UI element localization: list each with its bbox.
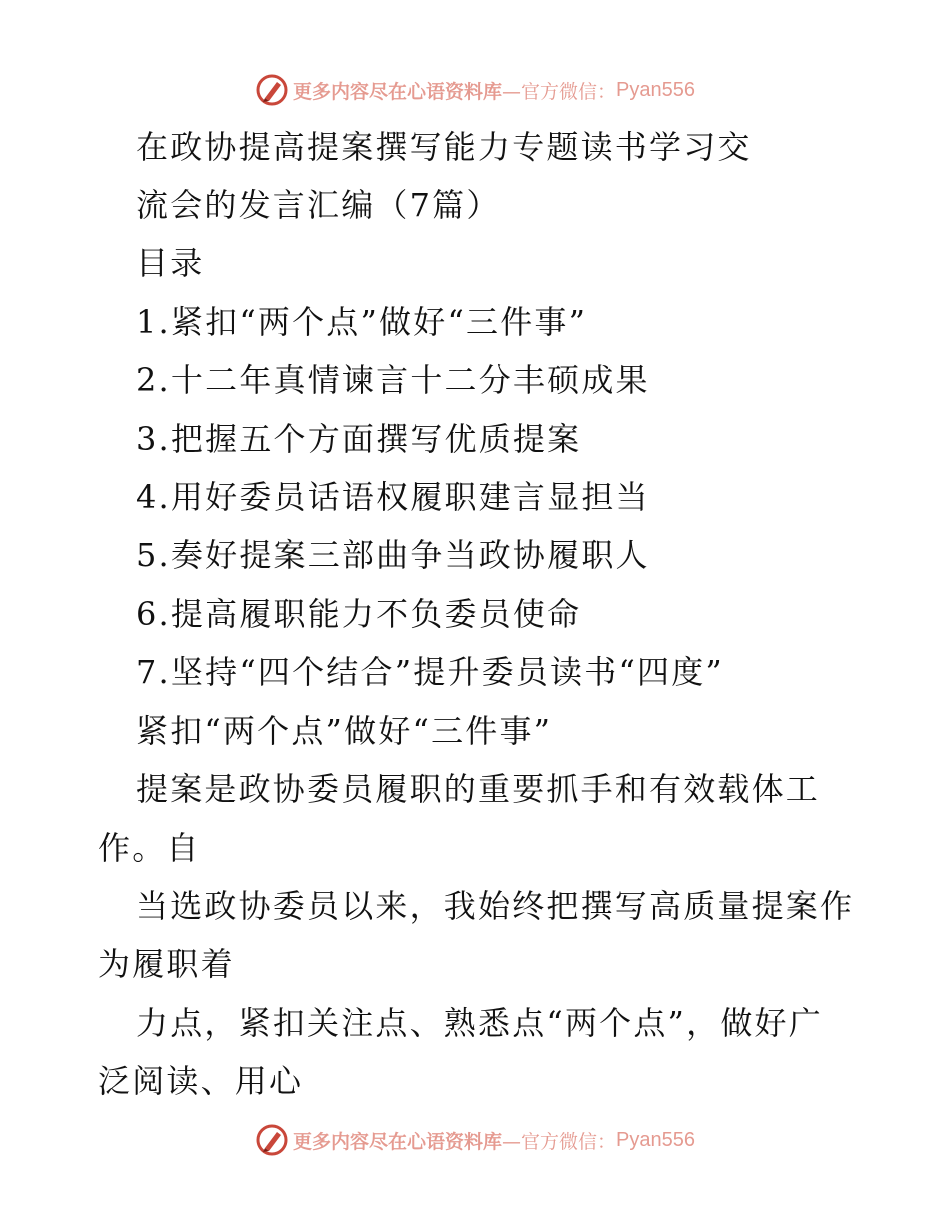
footer-watermark xyxy=(0,1120,950,1160)
pen-circle-logo-icon xyxy=(255,1123,289,1157)
toc-item: 4.用好委员话语权履职建言显担当 xyxy=(136,478,650,516)
toc-heading: 目录 xyxy=(136,244,205,282)
watermark-sub-text: —官方微信： xyxy=(502,80,617,103)
section-heading: 紧扣“两个点”做好“三件事” xyxy=(136,712,553,750)
paragraph-line: 力点，紧扣关注点、熟悉点“两个点”，做好广 xyxy=(136,1004,823,1042)
toc-item: 7.坚持“四个结合”提升委员读书“四度” xyxy=(136,653,724,691)
paragraph-line: 泛阅读、用心 xyxy=(98,1062,304,1100)
pen-circle-logo-icon xyxy=(255,73,289,107)
watermark-handle: Pyan556 xyxy=(616,1128,695,1151)
watermark-main-text: 更多内容尽在心语资料库 xyxy=(293,1130,503,1153)
paragraph-line: 当选政协委员以来，我始终把撰写高质量提案作 xyxy=(136,887,855,925)
toc-item: 1.紧扣“两个点”做好“三件事” xyxy=(136,303,588,341)
paragraph-line: 为履职着 xyxy=(98,945,235,983)
paragraph-line: 提案是政协委员履职的重要抓手和有效载体工 xyxy=(136,770,821,808)
toc-item: 5.奏好提案三部曲争当政协履职人 xyxy=(136,536,650,574)
toc-item: 6.提高履职能力不负委员使命 xyxy=(136,595,582,633)
toc-item: 3.把握五个方面撰写优质提案 xyxy=(136,420,582,458)
document-title-line-2: 流会的发言汇编（7篇） xyxy=(136,186,501,224)
watermark-sub-text: —官方微信： xyxy=(502,1130,617,1153)
header-watermark xyxy=(0,70,950,110)
document-title-line-1: 在政协提高提案撰写能力专题读书学习交 xyxy=(136,128,752,166)
watermark-main-text: 更多内容尽在心语资料库 xyxy=(293,80,503,103)
paragraph-line: 作。自 xyxy=(98,829,201,867)
watermark-handle: Pyan556 xyxy=(616,78,695,101)
toc-item: 2.十二年真情谏言十二分丰硕成果 xyxy=(136,361,650,399)
